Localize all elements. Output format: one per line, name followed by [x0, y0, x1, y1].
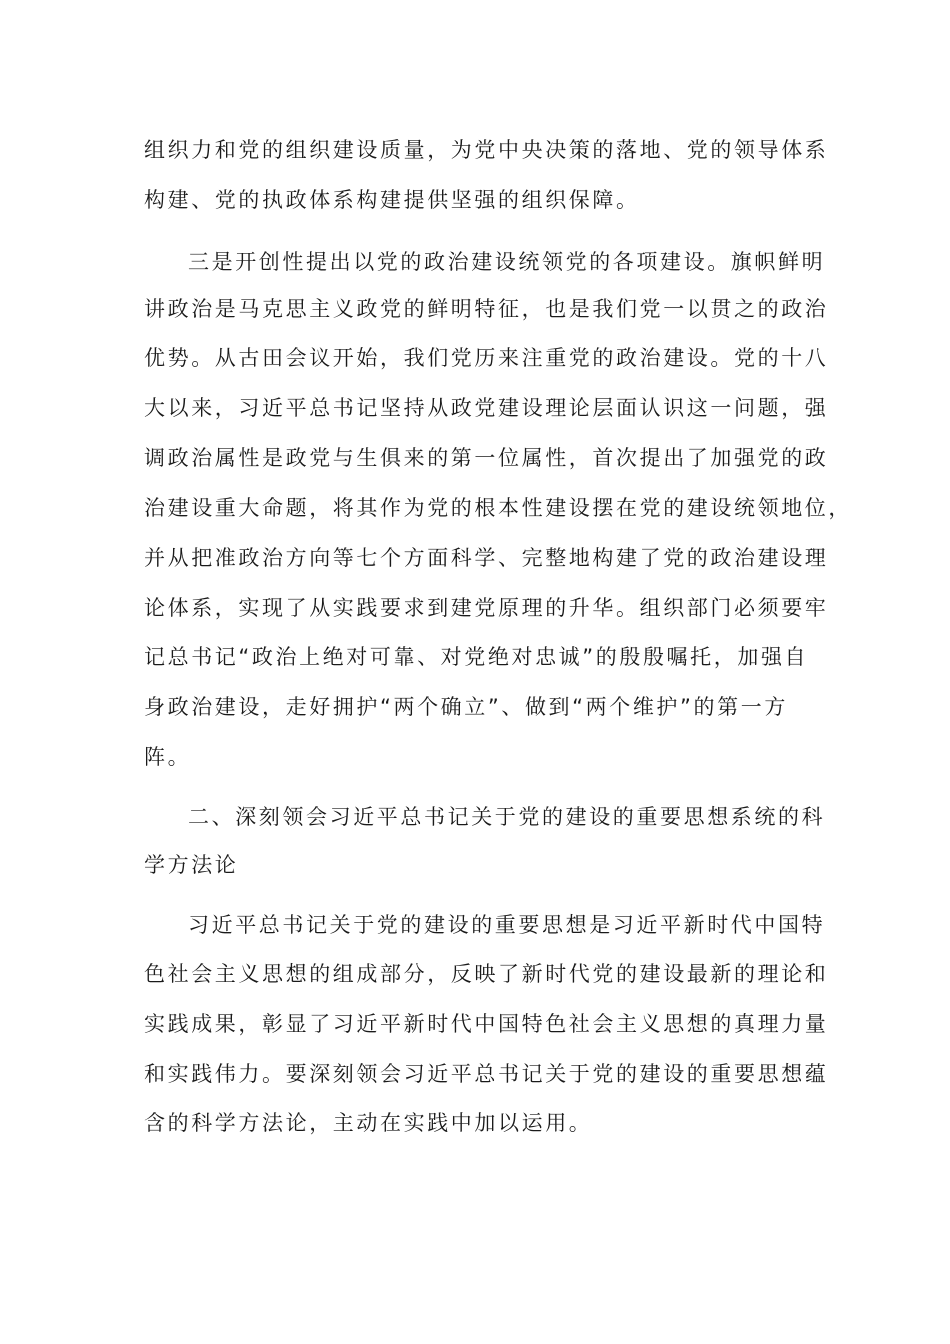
- paragraph-start-line: 习近平总书记关于党的建设的重要思想是习近平新时代中国特: [188, 913, 826, 937]
- text-line: 组织力和党的组织建设质量，为党中央决策的落地、党的领导体系: [144, 138, 829, 162]
- text-line: 阵。: [144, 745, 192, 769]
- text-line: 身政治建设，走好拥护“两个确立”、做到“两个维护”的第一方: [144, 695, 788, 719]
- text-line: 治建设重大命题，将其作为党的根本性建设摆在党的建设统领地位，: [144, 496, 852, 520]
- text-line: 并从把准政治方向等七个方面科学、完整地构建了党的政治建设理: [144, 546, 829, 570]
- text-line: 论体系，实现了从实践要求到建党原理的升华。组织部门必须要牢: [144, 596, 829, 620]
- text-line: 优势。从古田会议开始，我们党历来注重党的政治建设。党的十八: [144, 346, 829, 370]
- text-line: 讲政治是马克思主义政党的鲜明特征，也是我们党一以贯之的政治: [144, 297, 829, 321]
- text-line: 大以来，习近平总书记坚持从政党建设理论层面认识这一问题，强: [144, 396, 829, 420]
- text-line: 记总书记“政治上绝对可靠、对党绝对忠诚”的殷殷嘱托，加强自: [144, 645, 809, 669]
- section-heading-line: 学方法论: [144, 853, 239, 877]
- text-line: 构建、党的执政体系构建提供坚强的组织保障。: [144, 188, 640, 212]
- text-line: 色社会主义思想的组成部分，反映了新时代党的建设最新的理论和: [144, 962, 829, 986]
- text-line: 和实践伟力。要深刻领会习近平总书记关于党的建设的重要思想蕴: [144, 1062, 829, 1086]
- paragraph-start-line: 三是开创性提出以党的政治建设统领党的各项建设。旗帜鲜明: [188, 250, 826, 274]
- text-line: 实践成果，彰显了习近平新时代中国特色社会主义思想的真理力量: [144, 1012, 829, 1036]
- text-line: 含的科学方法论，主动在实践中加以运用。: [144, 1111, 593, 1135]
- text-line: 调政治属性是政党与生俱来的第一位属性，首次提出了加强党的政: [144, 446, 829, 470]
- section-heading-line: 二、深刻领会习近平总书记关于党的建设的重要思想系统的科: [188, 805, 826, 829]
